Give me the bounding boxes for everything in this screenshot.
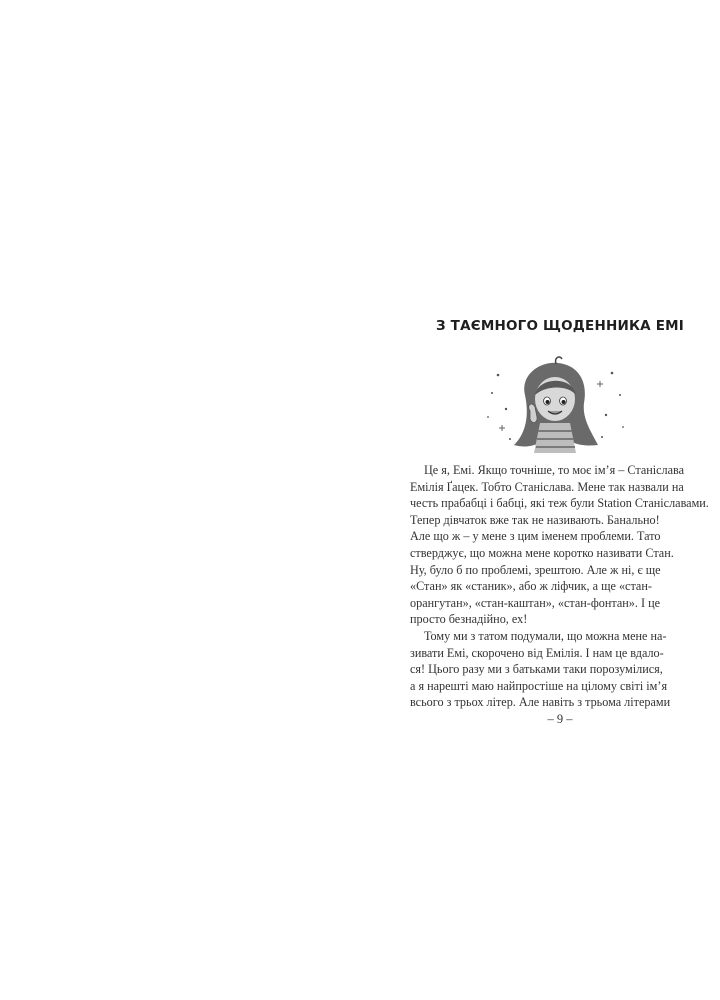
text-line: Тепер дівчаток вже так не називають. Банально!	[410, 512, 660, 527]
text-line: просто безнадійно, ех!	[410, 612, 528, 627]
paragraph-2	[410, 628, 710, 711]
text-line: «Стан» як «станик», або ж ліфчик, а ще «стан-	[410, 579, 652, 594]
girl-illustration	[480, 355, 630, 455]
text-line: ся! Цього разу ми з батьками таки порозумілися,	[410, 662, 663, 677]
text-line: а я нарешті маю найпростіше на цілому світі ім’я	[410, 678, 668, 693]
text-line: зивати Емі, скорочено від Емілія. І нам це вдало-	[410, 645, 664, 660]
text-line: Це я, Емі. Якщо точніше, то моє ім’я – Станіслава	[424, 463, 685, 477]
chapter-title: З ТАЄМНОГО ЩОДЕННИКА ЕМІ	[435, 318, 685, 334]
page-number: – 9 –	[547, 712, 573, 726]
text-line: всього з трьох літер. Але навіть з трьома літерами	[410, 695, 671, 710]
text-line: честь прабабці і бабці, які теж були Station Станіславами.	[410, 496, 709, 511]
paragraph-1	[410, 462, 710, 628]
text-line: Тому ми з татом подумали, що можна мене на-	[424, 628, 667, 643]
text-line: Ну, було б по проблемі, зрештою. Але ж ні, є ще	[410, 562, 661, 577]
body-text	[410, 462, 710, 711]
text-line: стверджує, що можна мене коротко називати Стан.	[410, 545, 674, 560]
text-line: Але що ж – у мене з цим іменем проблеми. Тато	[410, 529, 661, 544]
text-line: Емілія Ґацек. Тобто Станіслава. Мене так назвали на	[410, 479, 684, 494]
text-line: орангутан», «стан-каштан», «стан-фонтан». І це	[410, 595, 661, 610]
